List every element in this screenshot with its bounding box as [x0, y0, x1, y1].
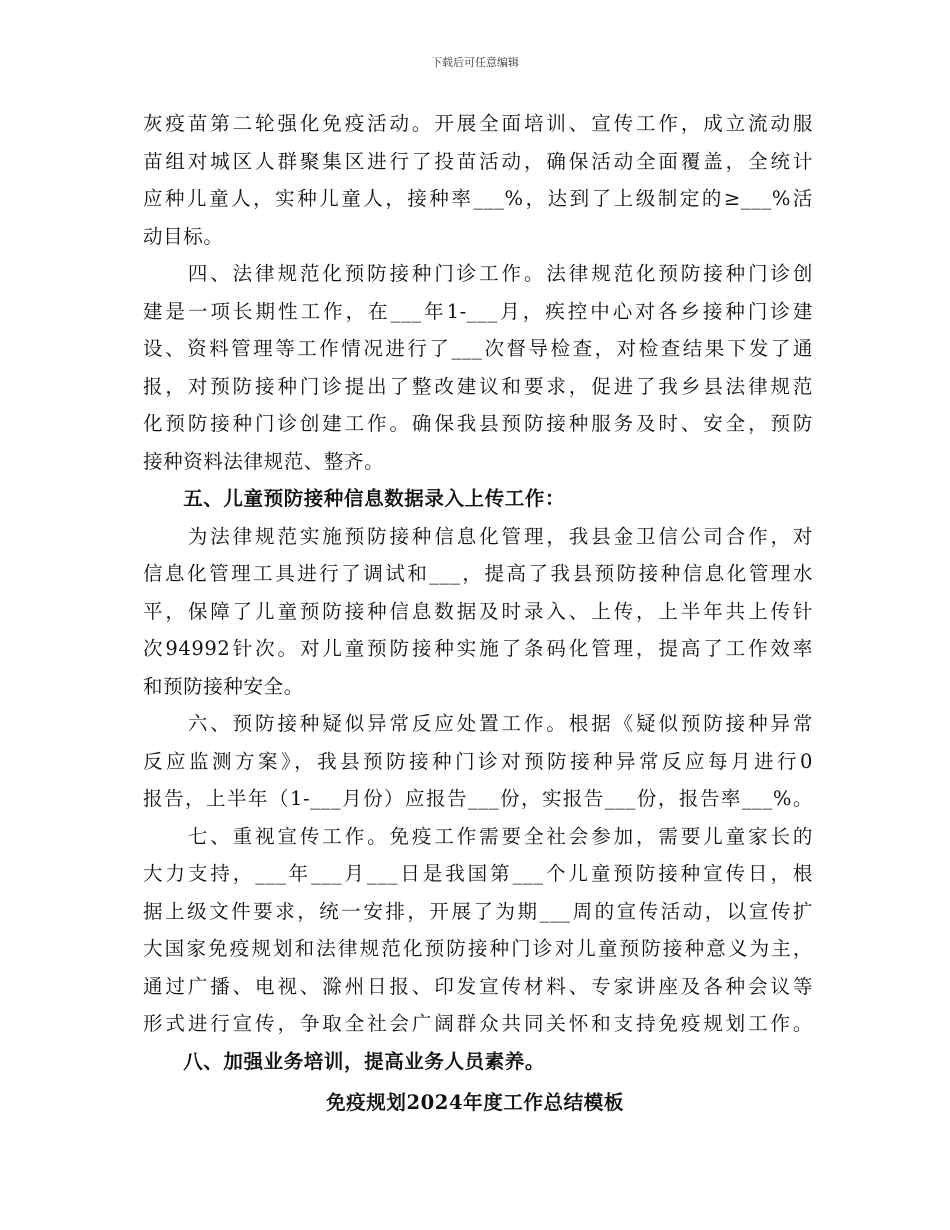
- paragraph-line: 建是一项长期性工作，在___年1-___月，疾控中心对各乡接种门诊建: [143, 299, 813, 323]
- paragraph-line: 报告，上半年（1-___月份）应报告___份，实报告___份，报告率___%。: [143, 787, 813, 810]
- paragraph-line: 应种儿童人，实种儿童人，接种率___%，达到了上级制定的≥___%活: [143, 187, 813, 210]
- paragraph-line: 接种资料法律规范、整齐。: [143, 449, 385, 473]
- paragraph-line: 信息化管理工具进行了调试和___，提高了我县预防接种信息化管理水: [143, 562, 813, 585]
- paragraph-line: 灰疫苗第二轮强化免疫活动。开展全面培训、宣传工作，成立流动服: [143, 112, 813, 135]
- paragraph-line: 四、法律规范化预防接种门诊工作。法律规范化预防接种门诊创: [143, 262, 813, 285]
- document-body: [143, 105, 813, 1080]
- section-heading-line: 五、儿童预防接种信息数据录入上传工作：: [143, 487, 566, 510]
- paragraph-line: 化预防接种门诊创建工作。确保我县预防接种服务及时、安全，预防: [143, 412, 813, 435]
- paragraph-line: 大力支持，___年___月___日是我国第___个儿童预防接种宣传日，根: [143, 862, 813, 885]
- paragraph-line: 反应监测方案》，我县预防接种门诊对预防接种异常反应每月进行0: [143, 749, 813, 773]
- paragraph-line: 设、资料管理等工作情况进行了___次督导检查，对检查结果下发了通: [143, 337, 813, 360]
- paragraph-line: 六、预防接种疑似异常反应处置工作。根据《疑似预防接种异常: [143, 712, 813, 735]
- paragraph-line: 据上级文件要求，统一安排，开展了为期___周的宣传活动，以宣传扩: [143, 899, 813, 923]
- paragraph-line: 次94992针次。对儿童预防接种实施了条码化管理，提高了工作效率: [143, 637, 813, 660]
- paragraph-line: 动目标。: [143, 224, 224, 248]
- paragraph-line: 通过广播、电视、滁州日报、印发宣传材料、专家讲座及各种会议等: [143, 974, 813, 998]
- paragraph-line: 为法律规范实施预防接种信息化管理，我县金卫信公司合作，对: [143, 524, 813, 548]
- paragraph-line: 形式进行宣传，争取全社会广阔群众共同关怀和支持免疫规划工作。: [143, 1012, 813, 1035]
- paragraph-line: 报，对预防接种门诊提出了整改建议和要求，促进了我乡县法律规范: [143, 374, 813, 398]
- section-heading-line: 八、加强业务培训，提高业务人员素养。: [143, 1049, 546, 1073]
- paragraph-line: 和预防接种安全。: [143, 674, 304, 698]
- paragraph-line: 苗组对城区人群聚集区进行了投苗活动，确保活动全面覆盖，全统计: [143, 149, 813, 173]
- page-header: 下载后可任意编辑: [431, 56, 519, 69]
- paragraph-line: 平，保障了儿童预防接种信息数据及时录入、上传，上半年共上传针: [143, 599, 813, 623]
- document-title: 免疫规划2024年度工作总结模板: [326, 1091, 624, 1114]
- paragraph-line: 七、重视宣传工作。免疫工作需要全社会参加，需要儿童家长的: [143, 824, 813, 848]
- paragraph-line: 大国家免疫规划和法律规范化预防接种门诊对儿童预防接种意义为主，: [143, 937, 813, 960]
